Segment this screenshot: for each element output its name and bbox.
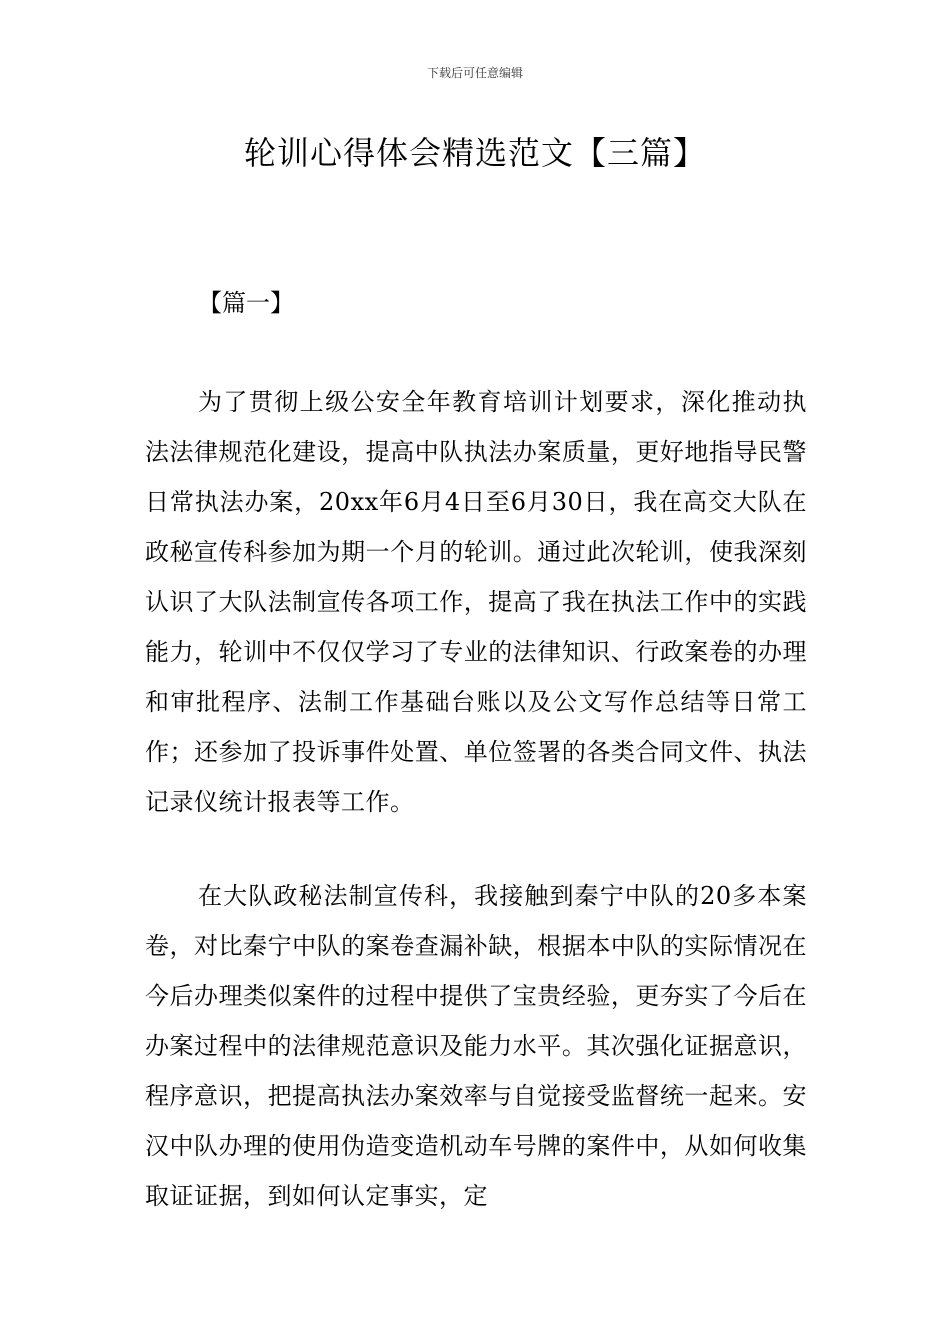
- document-title: 轮训心得体会精选范文【三篇】: [243, 134, 706, 172]
- body-paragraph: 为了贯彻上级公安全年教育培训计划要求，深化推动执法法律规范化建设，提高中队执法办案质量，更好地指导民警日常执法办案，20xx年6月4日至6月30日，我在高交大队在政秘宣传科参加为期一个月的轮训。通过此次轮训，使我深刻认识了大队法制宣传各项工作，提高了我在执法工作中的实践能力，轮训中不仅仅学习了专业的法律知识、行政案卷的办理和审批程序、法制工作基础台账以及公文写作总结等日常工作；还参加了投诉事件处置、单位签署的各类合同文件、执法记录仪统计报表等工作。: [145, 388, 807, 816]
- header-note: 下载后可任意编辑: [426, 66, 523, 80]
- section-label: 【篇一】: [198, 289, 294, 317]
- body-paragraph: 在大队政秘法制宣传科，我接触到秦宁中队的20多本案卷，对比秦宁中队的案卷查漏补缺，根据本中队的实际情况在今后办理类似案件的过程中提供了宝贵经验，更夯实了今后在办案过程中的法律规范意识及能力水平。其次强化证据意识，程序意识，把提高执法办案效率与自觉接受监督统一起来。安汉中队办理的使用伪造变造机动车号牌的案件中，从如何收集取证证据，到如何认定事实，定: [145, 882, 807, 1210]
